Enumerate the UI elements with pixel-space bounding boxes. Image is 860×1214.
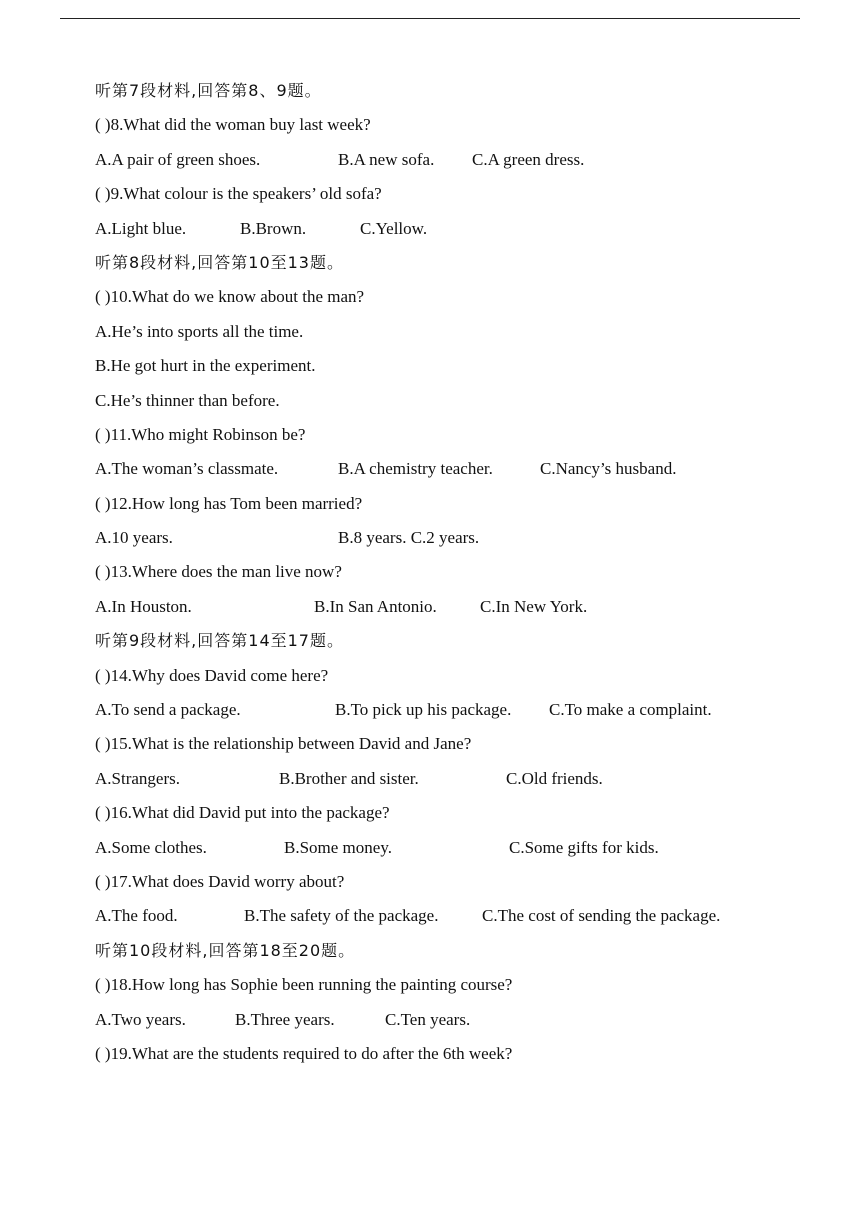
option-b: B.Some money. xyxy=(284,837,392,857)
option-c: C.Ten years. xyxy=(385,1009,471,1029)
option-row xyxy=(95,452,795,486)
option-row xyxy=(95,762,795,796)
option-c: C.Yellow. xyxy=(360,218,428,238)
question-stem: ( )10.What do we know about the man? xyxy=(95,287,365,307)
question-stem: ( )15.What is the relationship between David and Jane? xyxy=(95,734,472,754)
option-a: A.The food. xyxy=(95,906,178,926)
option-a: A.Strangers. xyxy=(95,768,180,788)
option-c: C.A green dress. xyxy=(472,149,585,169)
document-body xyxy=(95,74,795,1071)
option-c: C.In New York. xyxy=(480,596,588,616)
question-stem: ( )8.What did the woman buy last week? xyxy=(95,115,371,135)
question-stem: ( )14.Why does David come here? xyxy=(95,665,329,685)
option-row xyxy=(95,349,795,383)
section-heading: 听第7段材料,回答第8、9题。 xyxy=(95,81,322,100)
option-c: C.He’s thinner than before. xyxy=(95,390,280,410)
option-row xyxy=(95,1003,795,1037)
option-row xyxy=(95,521,795,555)
option-a: A.In Houston. xyxy=(95,596,192,616)
option-row xyxy=(95,143,795,177)
option-b: B.8 years. C.2 years. xyxy=(338,528,480,548)
option-row xyxy=(95,315,795,349)
question-stem: ( )18.How long has Sophie been running the painting course? xyxy=(95,975,513,995)
header-rule xyxy=(60,18,800,19)
option-row xyxy=(95,384,795,418)
question-stem: ( )11.Who might Robinson be? xyxy=(95,424,306,444)
option-b: B.To pick up his package. xyxy=(335,700,512,720)
section-heading: 听第8段材料,回答第10至13题。 xyxy=(95,252,344,272)
question-stem: ( )12.How long has Tom been married? xyxy=(95,493,363,513)
section-heading: 听第10段材料,回答第18至20题。 xyxy=(95,940,356,960)
option-a: A.To send a package. xyxy=(95,700,241,720)
option-row xyxy=(95,693,795,727)
option-b: B.Brown. xyxy=(240,218,307,238)
question-stem: ( )19.What are the students required to do after the 6th week? xyxy=(95,1043,513,1063)
option-c: C.Old friends. xyxy=(506,768,603,788)
option-b: B.A new sofa. xyxy=(338,149,435,169)
option-a: A.10 years. xyxy=(95,528,173,548)
option-a: A.Two years. xyxy=(95,1009,186,1029)
option-b: B.The safety of the package. xyxy=(244,906,439,926)
option-a: A.He’s into sports all the time. xyxy=(95,321,304,341)
question-stem: ( )17.What does David worry about? xyxy=(95,871,345,891)
section-heading: 听第9段材料,回答第14至17题。 xyxy=(95,631,344,651)
option-a: A.Light blue. xyxy=(95,218,187,238)
option-c: C.To make a complaint. xyxy=(549,700,712,720)
option-row xyxy=(95,899,795,933)
question-stem: ( )9.What colour is the speakers’ old sofa? xyxy=(95,184,382,204)
option-a: A.Some clothes. xyxy=(95,837,207,857)
option-row xyxy=(95,831,795,865)
question-stem: ( )13.Where does the man live now? xyxy=(95,562,342,582)
question-stem: ( )16.What did David put into the package? xyxy=(95,803,390,823)
option-c: C.The cost of sending the package. xyxy=(482,906,721,926)
option-row xyxy=(95,590,795,624)
option-a: A.The woman’s classmate. xyxy=(95,459,279,479)
option-a: A.A pair of green shoes. xyxy=(95,149,261,169)
option-b: B.Brother and sister. xyxy=(279,768,419,788)
option-b: B.In San Antonio. xyxy=(314,596,437,616)
option-b: B.A chemistry teacher. xyxy=(338,459,493,479)
option-b: B.Three years. xyxy=(235,1009,335,1029)
option-c: C.Nancy’s husband. xyxy=(540,459,677,479)
option-c: C.Some gifts for kids. xyxy=(509,837,659,857)
option-b: B.He got hurt in the experiment. xyxy=(95,356,316,376)
option-row xyxy=(95,212,795,246)
